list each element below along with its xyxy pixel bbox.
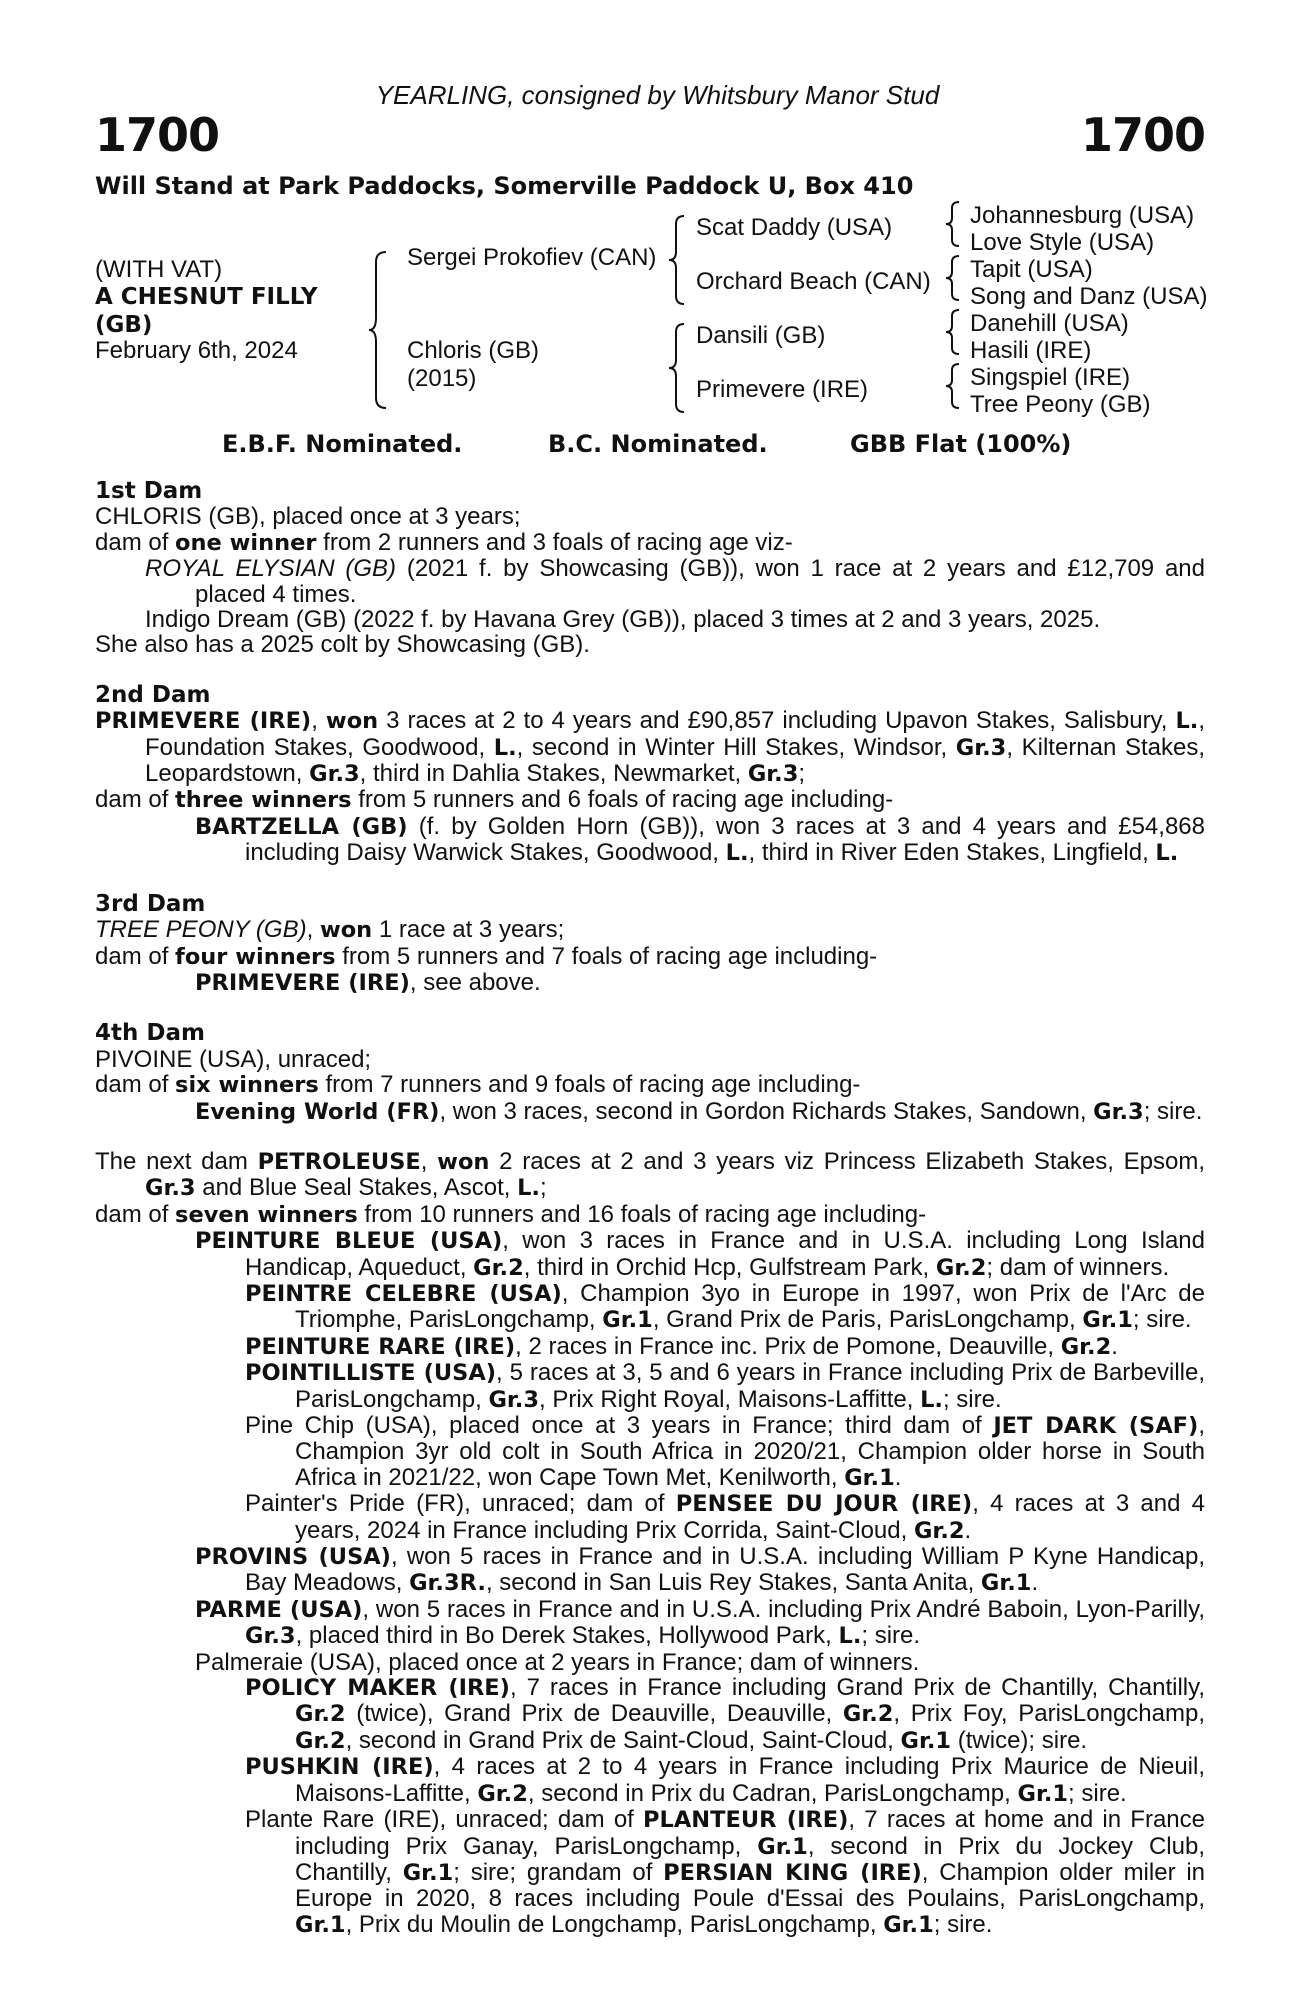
gg-ddd: Tree Peony (GB) (970, 391, 1151, 418)
dam-summary: CHLORIS (GB), placed once at 3 years; (95, 503, 521, 531)
produce-entry: Pine Chip (USA), placed once at 3 years in France; third dam of JET DARK (SAF), Champion 3yr old colt in South Africa in 2020/21, Champion older horse in South Africa in 2021/22, won Cape Town Met, Kenilworth, Gr.1. (245, 1412, 1205, 1491)
dam-dam: Primevere (IRE) (696, 376, 869, 403)
horse-name-line2: (GB) (95, 312, 153, 338)
pedigree-brace-main (368, 250, 390, 410)
dam-sire: Dansili (GB) (696, 322, 826, 349)
dam-produce-intro: dam of one winner from 2 runners and 3 foals of racing age viz- (95, 528, 793, 556)
gg-sds: Tapit (USA) (970, 256, 1093, 283)
next-dam-section (95, 1149, 1205, 1938)
pedigree-brace-6 (945, 308, 961, 356)
dam-summary: TREE PEONY (GB), won 1 race at 3 years; (95, 916, 565, 944)
dam-note: She also has a 2025 colt by Showcasing (GB). (95, 631, 590, 659)
sire-dam: Orchard Beach (CAN) (696, 268, 931, 295)
produce-entry: ROYAL ELYSIAN (GB) (2021 f. by Showcasing (GB)), won 1 race at 2 years and £12,709 and placed 4 times. (145, 555, 1205, 608)
dam-name: Chloris (GB) (407, 337, 540, 364)
section-heading: 4th Dam (95, 1020, 205, 1047)
consignor-subtitle: YEARLING, consigned by Whitsbury Manor Stud (375, 80, 940, 110)
gg-sdd: Song and Danz (USA) (970, 283, 1208, 310)
dam-produce-intro: dam of four winners from 5 runners and 7 foals of racing age including- (95, 942, 878, 970)
first-dam-section (95, 478, 1205, 658)
vat-note: (WITH VAT) (95, 256, 223, 283)
produce-entry: POLICY MAKER (IRE), 7 races in France including Grand Prix de Chantilly, Chantilly, Gr.2 (twice), Grand Prix de Deauville, Deauville, Gr.2, Prix Foy, ParisLongchamp, Gr.2, second in Grand Prix de Saint-Cloud, Saint-Cloud, Gr.1 (twice); sire. (245, 1674, 1205, 1754)
dam-summary: PRIMEVERE (IRE), won 3 races at 2 to 4 years and £90,857 including Upavon Stakes, Salisbury, L., Foundation Stakes, Goodwood, L., second in Winter Hill Stakes, Windsor, Gr.3, Kilternan Stakes, Leopardstown, Gr.3, third in Dahlia Stakes, Newmarket, Gr.3; (95, 707, 1206, 788)
horse-name (95, 283, 318, 339)
produce-entry: POINTILLISTE (USA), 5 races at 3, 5 and 6 years in France including Prix de Barbeville, ParisLongchamp, Gr.3, Prix Right Royal, Maisons-Laffitte, L.; sire. (245, 1359, 1206, 1413)
produce-entry: Palmeraie (USA), placed once at 2 years in France; dam of winners. (195, 1648, 920, 1676)
dam-summary: PIVOINE (USA), unraced; (95, 1045, 372, 1073)
sire: Sergei Prokofiev (CAN) (407, 244, 657, 271)
lot-number-left: 1700 (95, 108, 220, 162)
ebf-nominated: E.B.F. Nominated. (222, 430, 463, 458)
gg-sss: Johannesburg (USA) (970, 202, 1195, 229)
produce-entry: BARTZELLA (GB) (f. by Golden Horn (GB)), won 3 races at 3 and 4 years and £54,868 including Daisy Warwick Stakes, Goodwood, L., third in River Eden Stakes, Lingfield, L. (195, 812, 1205, 867)
lot-number-right: 1700 (1080, 108, 1205, 162)
dam-summary: The next dam PETROLEUSE, won 2 races at 2 and 3 years viz Princess Elizabeth Stakes, Epsom, Gr.3 and Blue Seal Stakes, Ascot, L.; (95, 1147, 1205, 1202)
catalogue-body (95, 478, 1205, 1938)
dam-produce-intro: dam of seven winners from 10 runners and 16 foals of racing age including- (95, 1200, 927, 1228)
section-heading: 2nd Dam (95, 681, 211, 708)
produce-entry: PEINTRE CELEBRE (USA), Champion 3yo in Europe in 1997, won Prix de l'Arc de Triomphe, ParisLongchamp, Gr.1, Grand Prix de Paris, ParisLongchamp, Gr.1; sire. (245, 1279, 1205, 1334)
gbb-flat: GBB Flat (100%) (850, 430, 1072, 458)
produce-entry: Painter's Pride (FR), unraced; dam of PENSEE DU JOUR (IRE), 4 races at 3 and 4 years, 2024 in France including Prix Corrida, Saint-Cloud, Gr.2. (245, 1490, 1206, 1544)
stand-location: Will Stand at Park Paddocks, Somerville Paddock U, Box 410 (95, 172, 914, 200)
pedigree-brace-7 (945, 362, 961, 410)
produce-entry: PUSHKIN (IRE), 4 races at 2 to 4 years in France including Prix Maurice de Nieuil, Maisons-Laffitte, Gr.2, second in Prix du Cadran, ParisLongchamp, Gr.1; sire. (245, 1753, 1206, 1807)
gg-dss: Danehill (USA) (970, 310, 1129, 337)
bc-nominated: B.C. Nominated. (548, 430, 768, 458)
produce-entry: PARME (USA), won 5 races in France and in U.S.A. including Prix André Baboin, Lyon-Parilly, Gr.3, placed third in Bo Derek Stakes, Hollywood Park, L.; sire. (195, 1595, 1206, 1650)
third-dam-section (95, 891, 1205, 997)
horse-name-line1: A CHESNUT FILLY (95, 284, 318, 310)
second-dam-section (95, 682, 1205, 867)
gg-dsd: Hasili (IRE) (970, 337, 1092, 364)
produce-entry: PRIMEVERE (IRE), see above. (195, 968, 541, 996)
dam-year: (2015) (407, 365, 477, 392)
gg-ssd: Love Style (USA) (970, 229, 1155, 256)
dam-produce-intro: dam of three winners from 5 runners and 6 foals of racing age including- (95, 786, 894, 814)
fourth-dam-section (95, 1020, 1205, 1125)
produce-entry: Plante Rare (IRE), unraced; dam of PLANTEUR (IRE), 7 races at home and in France including Prix Ganay, ParisLongchamp, Gr.1, second in Prix du Jockey Club, Chantilly, Gr.1; sire; grandam of PERSIAN KING (IRE), Champion older miler in Europe in 2020, 8 races including Poule d'Essai des Poulains, ParisLongchamp, Gr.1, Prix du Moulin de Longchamp, ParisLongchamp, Gr.1; sire. (245, 1806, 1206, 1938)
produce-entry: PEINTURE BLEUE (USA), won 3 races in France and in U.S.A. including Long Island Handicap, Aqueduct, Gr.2, third in Orchid Hcp, Gulfstream Park, Gr.2; dam of winners. (195, 1227, 1205, 1281)
section-heading: 1st Dam (95, 478, 203, 504)
produce-entry: PEINTURE RARE (IRE), 2 races in France inc. Prix de Pomone, Deauville, Gr.2. (245, 1332, 1118, 1360)
foaling-date: February 6th, 2024 (95, 337, 298, 364)
produce-entry: Indigo Dream (GB) (2022 f. by Havana Grey (GB)), placed 3 times at 2 and 3 years, 2025. (145, 606, 1101, 634)
produce-entry: Evening World (FR), won 3 races, second in Gordon Richards Stakes, Sandown, Gr.3; sire. (195, 1097, 1203, 1125)
pedigree-brace-4 (945, 200, 961, 248)
gg-dds: Singspiel (IRE) (970, 364, 1131, 391)
sire-sire: Scat Daddy (USA) (696, 214, 893, 241)
pedigree-brace-sire (668, 214, 688, 306)
section-heading: 3rd Dam (95, 890, 206, 917)
dam-produce-intro: dam of six winners from 7 runners and 9 foals of racing age including- (95, 1071, 861, 1099)
pedigree-brace-5 (945, 254, 961, 302)
pedigree-brace-dam (668, 322, 688, 414)
produce-entry: PROVINS (USA), won 5 races in France and in U.S.A. including William P Kyne Handicap, Bay Meadows, Gr.3R., second in San Luis Rey Stakes, Santa Anita, Gr.1. (195, 1543, 1205, 1597)
